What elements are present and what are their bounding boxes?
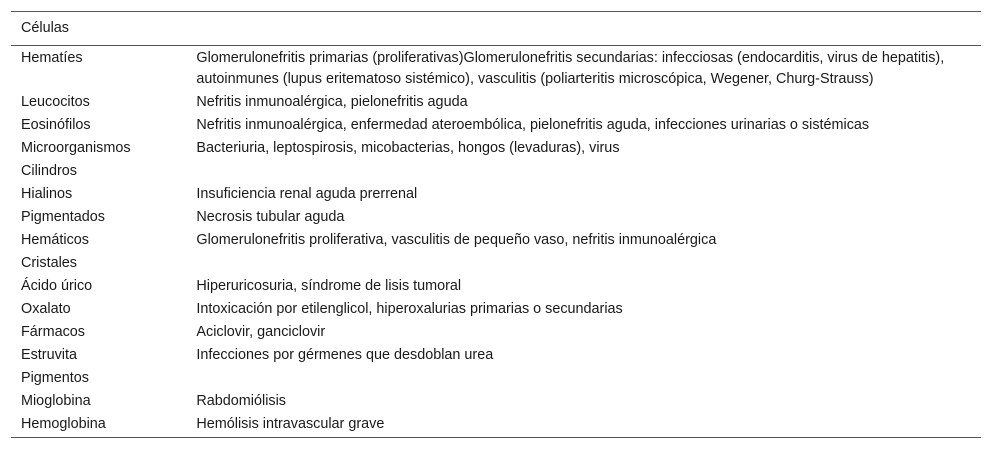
row-description: Aciclovir, ganciclovir	[196, 324, 326, 340]
table-row	[11, 183, 981, 206]
table-row	[11, 91, 981, 114]
row-term: Eosinófilos	[21, 117, 91, 133]
row-term: Hialinos	[21, 186, 73, 202]
table-body	[11, 46, 981, 438]
table-row	[11, 206, 981, 229]
header-cell-celulas: Células	[11, 12, 981, 46]
row-term: Hematíes	[21, 50, 83, 66]
table-header	[11, 12, 981, 46]
row-description: Glomerulonefritis proliferativa, vasculitis de pequeño vaso, nefritis inmunoalérgica	[196, 232, 717, 248]
table-row	[11, 160, 981, 183]
row-term: Hemáticos	[21, 232, 89, 248]
row-term: Pigmentos	[21, 370, 89, 386]
row-term: Pigmentados	[21, 209, 105, 225]
table-row	[11, 367, 981, 390]
table-row	[11, 390, 981, 413]
row-description: Hiperuricosuria, síndrome de lisis tumoral	[196, 278, 462, 294]
urine-sediment-table-container	[11, 11, 981, 438]
row-term: Cristales	[21, 255, 77, 271]
table-row	[11, 298, 981, 321]
row-description	[176, 252, 981, 275]
table-row	[11, 275, 981, 298]
table-row	[11, 137, 981, 160]
row-description: Nefritis inmunoalérgica, pielonefritis aguda	[196, 94, 468, 110]
row-description: Intoxicación por etilenglicol, hiperoxalurias primarias o secundarias	[196, 301, 623, 317]
row-description	[176, 160, 981, 183]
row-description: Hemólisis intravascular grave	[176, 413, 981, 438]
row-term: Ácido úrico	[21, 278, 93, 294]
row-term: Fármacos	[21, 324, 85, 340]
row-term: Leucocitos	[21, 94, 90, 110]
row-description: Bacteriuria, leptospirosis, micobacterias, hongos (levaduras), virus	[196, 140, 620, 156]
urine-sediment-table	[11, 11, 981, 438]
row-description: Insuficiencia renal aguda prerrenal	[196, 186, 418, 202]
row-description: Rabdomiólisis	[196, 393, 286, 409]
row-description	[176, 367, 981, 390]
table-row	[11, 344, 981, 367]
row-term: Estruvita	[21, 347, 77, 363]
row-description: Nefritis inmunoalérgica, enfermedad ateroembólica, pielonefritis aguda, infecciones urinarias o sistémicas	[196, 117, 870, 133]
row-description: Glomerulonefritis primarias (proliferativas)Glomerulonefritis secundarias: infecciosas (endocarditis, virus de hepatitis), autoinmunes (lupus eritematoso sistémico), vasculitis (poliarteritis microscópica, Wegener, Churg-Strauss)	[196, 50, 945, 87]
row-term: Cilindros	[21, 163, 77, 179]
table-row	[11, 413, 981, 438]
header-row	[11, 12, 981, 46]
row-term: Oxalato	[21, 301, 71, 317]
row-description: Necrosis tubular aguda	[196, 209, 345, 225]
table-row	[11, 321, 981, 344]
row-term: Hemoglobina	[11, 413, 176, 438]
row-term: Microorganismos	[21, 140, 131, 156]
table-row	[11, 114, 981, 137]
table-row	[11, 229, 981, 252]
row-description: Infecciones por gérmenes que desdoblan urea	[196, 347, 494, 363]
table-row	[11, 46, 981, 92]
row-term: Mioglobina	[21, 393, 91, 409]
table-row	[11, 252, 981, 275]
